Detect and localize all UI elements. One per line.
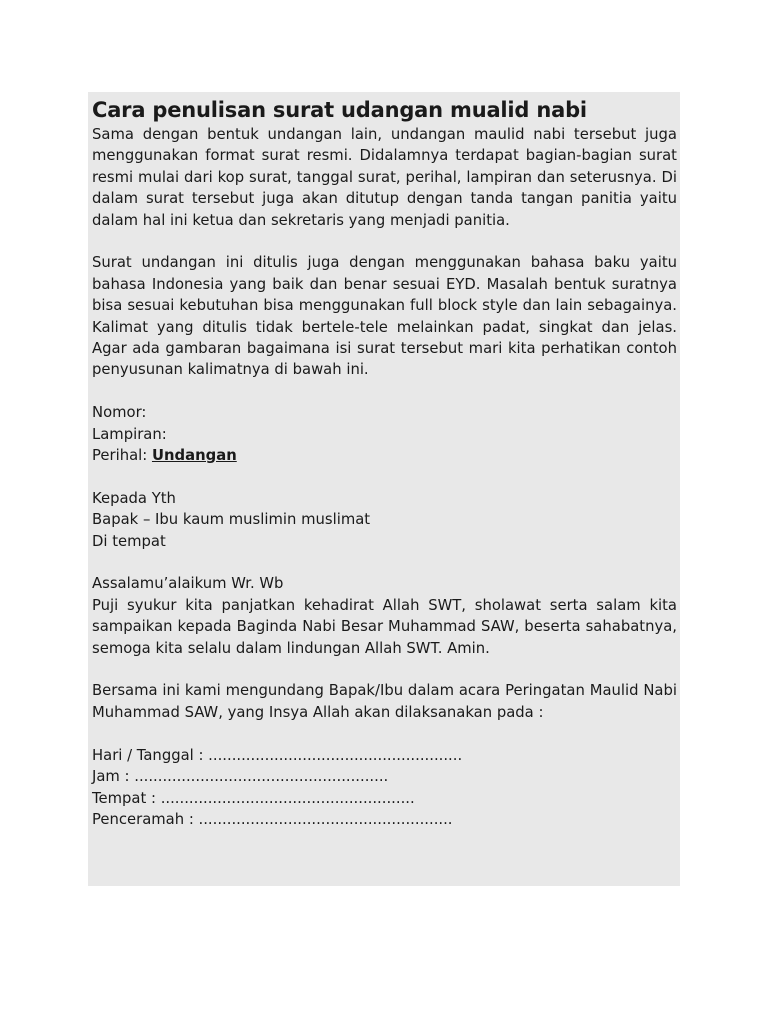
letter-header-fields <box>92 402 677 466</box>
jam-field: Jam : ...................................................... <box>92 768 389 786</box>
intro-paragraph: Sama dengan bentuk undangan lain, undangan maulid nabi tersebut juga menggunakan format surat resmi. Didalamnya terdapat bagian-bagian surat resmi mulai dari kop surat, tanggal surat, perihal, lampiran dan seterusnya. Di dalam surat tersebut juga akan ditutup dengan tanda tangan panitia yaitu dalam hal ini ketua dan sekretaris yang menjadi panitia. <box>92 126 677 229</box>
perihal-value: Undangan <box>151 447 237 465</box>
recipient-line-3: Di tempat <box>92 532 166 550</box>
second-paragraph: Surat undangan ini ditulis juga dengan menggunakan bahasa baku yaitu bahasa Indonesia yang baik dan benar sesuai EYD. Masalah bentuk suratnya bisa sesuai kebutuhan bisa menggunakan full block style dan lain sebagainya. Kalimat yang ditulis tidak bertele-tele melainkan padat, singkat dan jelas. Agar ada gambaran bagaimana isi surat tersebut mari kita perhatikan contoh penyusunan kalimatnya di bawah ini. <box>92 254 677 379</box>
perihal-field <box>92 445 677 466</box>
greeting: Assalamu’alaikum Wr. Wb <box>92 575 284 593</box>
penceramah-field: Penceramah : ...................................................... <box>92 810 453 828</box>
recipient-line-1: Kepada Yth <box>92 489 176 507</box>
hari-tanggal-field: Hari / Tanggal : ...................................................... <box>92 746 463 764</box>
lampiran-field: Lampiran: <box>92 425 167 443</box>
recipient-line-2: Bapak – Ibu kaum muslimin muslimat <box>92 511 371 529</box>
event-fields <box>92 745 677 831</box>
tempat-field: Tempat : ...................................................... <box>92 789 415 807</box>
perihal-label: Perihal: <box>92 447 148 465</box>
invitation-paragraph: Bersama ini kami mengundang Bapak/Ibu dalam acara Peringatan Maulid Nabi Muhammad SAW, yang Insya Allah akan dilaksanakan pada : <box>92 682 677 721</box>
recipient-block <box>92 488 677 552</box>
nomor-field: Nomor: <box>92 404 147 422</box>
opening-paragraph: Puji syukur kita panjatkan kehadirat Allah SWT, sholawat serta salam kita sampaikan kepada Baginda Nabi Besar Muhammad SAW, beserta sahabatnya, semoga kita selalu dalam lindungan Allah SWT. Amin. <box>92 596 677 657</box>
document-panel <box>88 92 680 886</box>
greeting-block <box>92 573 677 659</box>
document-title: Cara penulisan surat udangan mualid nabi <box>92 98 587 122</box>
